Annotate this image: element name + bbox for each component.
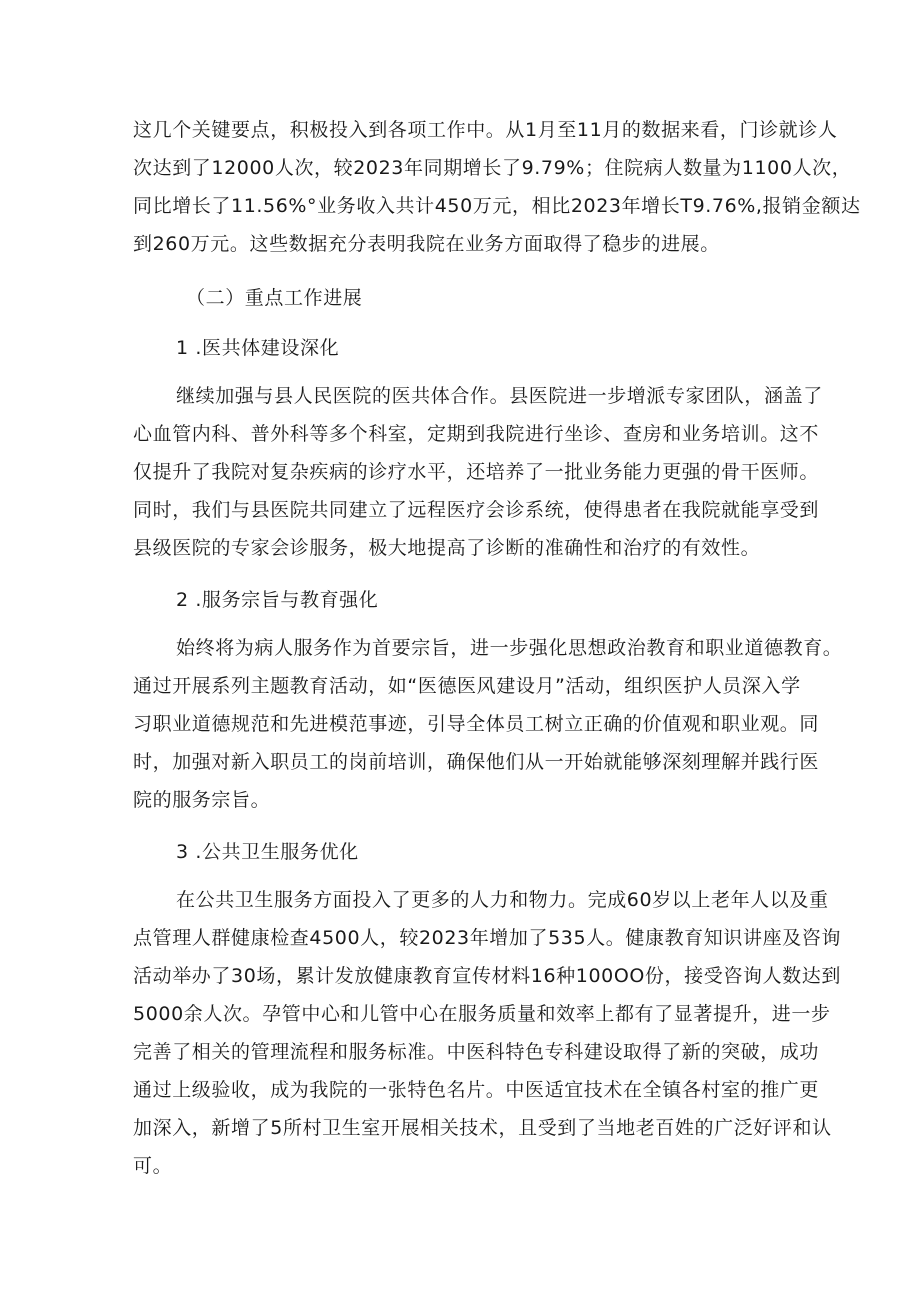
paragraph-line: 到260万元。这些数据充分表明我院在业务方面取得了稳步的进展。 (133, 233, 720, 255)
paragraph-line: 通过开展系列主题教育活动，如“医德医风建设月”活动，组织医护人员深入学 (133, 675, 801, 697)
paragraph-line: 仅提升了我院对复杂疾病的诊疗水平，还培养了一批业务能力更强的骨干医师。 (133, 461, 820, 483)
paragraph-line: 这几个关键要点，积极投入到各项工作中。从1月至11月的数据来看，门诊就诊人 (133, 119, 838, 141)
paragraph-line: 通过上级验收，成为我院的一张特色名片。中医适宜技术在全镇各村室的推广更 (133, 1079, 820, 1101)
paragraph-line: 同时，我们与县医院共同建立了远程医疗会诊系统，使得患者在我院就能享受到 (133, 499, 820, 521)
paragraph-line: 5000余人次。孕管中心和儿管中心在服务质量和效率上都有了显著提升，进一步 (133, 1003, 831, 1025)
paragraph-line: 活动举办了30场，累计发放健康教育宣传材料16种100OO份，接受咨询人数达到 (133, 965, 841, 987)
paragraph-line: 习职业道德规范和先进模范事迹，引导全体员工树立正确的价值观和职业观。同 (133, 713, 820, 735)
paragraph-line: 时，加强对新入职员工的岗前培训，确保他们从一开始就能够深刻理解并践行医 (133, 751, 820, 773)
paragraph-line: 次达到了12000人次，较2023年同期增长了9.79%；住院病人数量为1100人次， (133, 157, 852, 179)
item-heading: 1 .医共体建设深化 (176, 337, 340, 359)
paragraph-line: 在公共卫生服务方面投入了更多的人力和物力。完成60岁以上老年人以及重 (176, 889, 829, 911)
paragraph-line: 心血管内科、普外科等多个科室，定期到我院进行坐诊、查房和业务培训。这不 (133, 423, 820, 445)
item-heading: 3 .公共卫生服务优化 (176, 841, 359, 863)
paragraph-line: 院的服务宗旨。 (133, 789, 271, 811)
paragraph-line: 继续加强与县人民医院的医共体合作。县医院进一步增派专家团队，涵盖了 (176, 385, 823, 407)
item-heading: 2 .服务宗旨与教育强化 (176, 589, 379, 611)
paragraph-line: 加深入，新增了5所村卫生室开展相关技术，且受到了当地老百姓的广泛好评和认 (133, 1117, 832, 1139)
paragraph-line: 同比增长了11.56%°业务收入共计450万元，相比2023年增长T9.76%,报销金额达 (133, 195, 861, 217)
paragraph-line: 始终将为病人服务作为首要宗旨，进一步强化思想政治教育和职业道德教育。 (176, 637, 843, 659)
paragraph-line: 县级医院的专家会诊服务，极大地提高了诊断的准确性和治疗的有效性。 (133, 537, 761, 559)
paragraph-line: 可。 (133, 1155, 173, 1177)
section-heading: （二）重点工作进展 (186, 287, 363, 309)
paragraph-line: 完善了相关的管理流程和服务标准。中医科特色专科建设取得了新的突破，成功 (133, 1041, 820, 1063)
paragraph-line: 点管理人群健康检查4500人，较2023年增加了535人。健康教育知识讲座及咨询 (133, 927, 841, 949)
